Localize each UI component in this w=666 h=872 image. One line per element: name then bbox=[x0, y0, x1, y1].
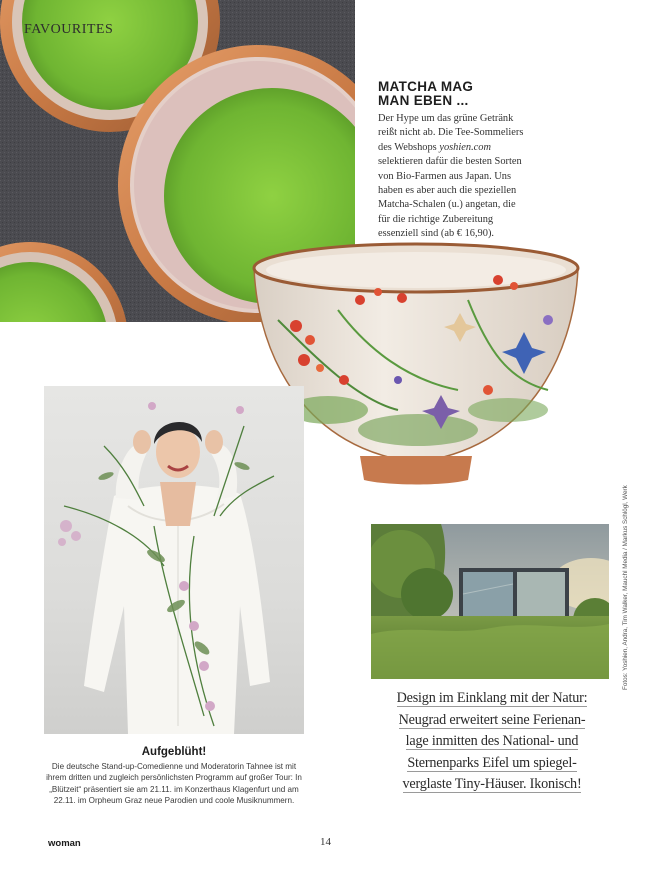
design-quote-line: Sternenparks Eifel um spiegel- bbox=[407, 754, 577, 771]
matcha-headline: MATCHA MAG MAN EBEN ... bbox=[378, 79, 474, 108]
tahnee-body: Die deutsche Stand-up-Comedienne und Moderatorin Tahnee ist mit ihrem dritten und zugleich persönlichsten Programm auf großer Tour: In „Blützeit“ präsentiert sie am 21.11. im Konzerthaus Klagenfurt und am 22.11. im Orpheum Graz neue Parodien und coole Musiknummern. bbox=[46, 762, 302, 806]
tiny-house-photo bbox=[371, 524, 609, 679]
design-quote-line: lage inmitten des National- und bbox=[405, 733, 579, 749]
section-label: FAVOURITES bbox=[24, 22, 114, 37]
tahnee-caption bbox=[44, 746, 304, 807]
matcha-body-text: Der Hype um das grüne Getränk reißt nicht ab. Die Tee-Sommeliers des Webshops bbox=[378, 113, 524, 153]
magazine-brand: woman bbox=[48, 838, 81, 849]
matcha-body-text-end: selektieren dafür die besten Sorten von Bio-Farmen aus Japan. Uns haben es aber auch die speziellen Matcha-Schalen (u.) angetan, die für die richtige Zubereitung essenziell sind (ab € 16,90). bbox=[378, 156, 522, 240]
design-quote-line: verglaste Tiny-Häuser. Ikonisch! bbox=[402, 776, 582, 792]
design-quote-line: Design im Einklang mit der Natur: bbox=[396, 690, 588, 706]
matcha-body bbox=[378, 112, 528, 242]
page-number: 14 bbox=[320, 836, 331, 848]
tahnee-title: Aufgeblüht! bbox=[141, 746, 207, 758]
shop-link[interactable]: yoshien.com bbox=[439, 141, 491, 153]
tahnee-photo bbox=[44, 386, 304, 734]
design-quote-line: Neugrad erweitert seine Ferienan- bbox=[398, 711, 586, 728]
design-quote bbox=[372, 688, 612, 796]
photo-credits: Fotos: Yoshien, Andra, Tim Walker, Mauchl Media / Markus Schlögl, Werk bbox=[622, 485, 629, 690]
matcha-article bbox=[378, 80, 528, 242]
